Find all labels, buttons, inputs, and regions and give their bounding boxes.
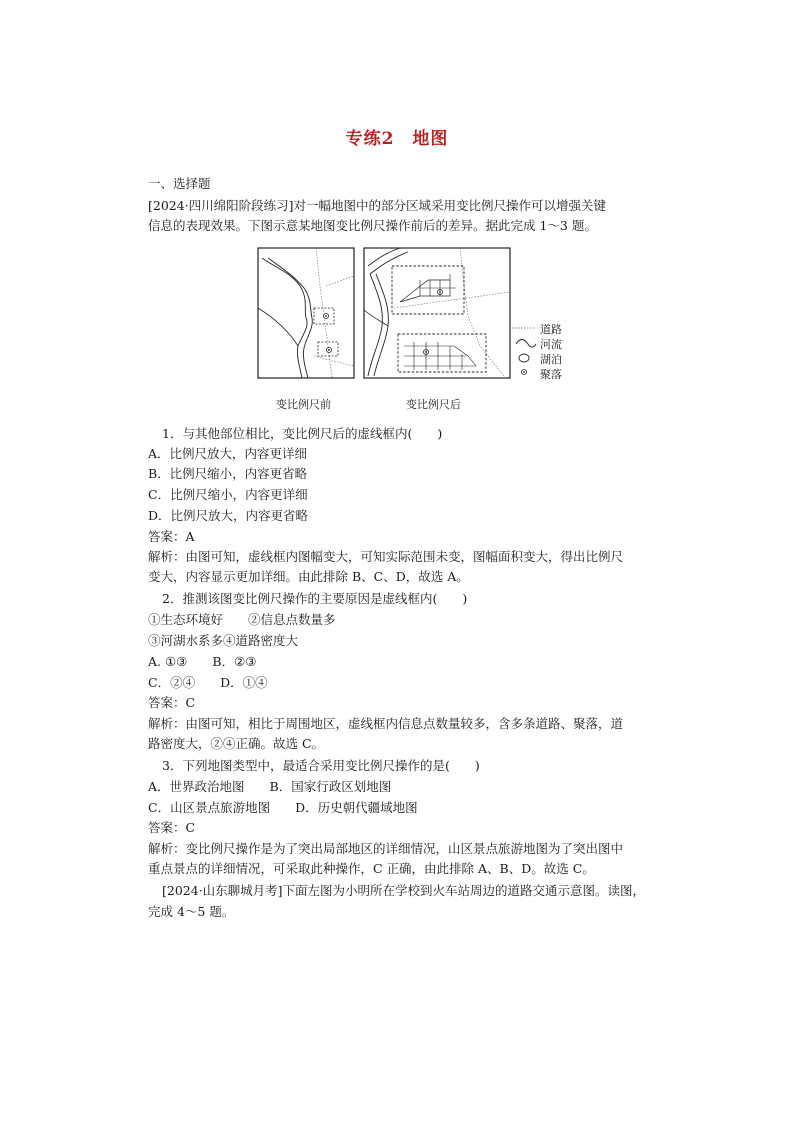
legend-river-symbol: [516, 340, 536, 348]
river-line: [370, 252, 408, 274]
intro-text: [2024·山东聊城月考]下面左图为小明所在学校到火车站周边的道路交通示意图。读图，: [162, 883, 646, 898]
map-after-frame: [364, 248, 510, 378]
road-line: [460, 248, 504, 376]
analysis: 解析：由图可知，相比于周围地区，虚线框内信息点数量较多，含多条道路、聚落，道: [148, 716, 624, 731]
map-diagram: [254, 246, 574, 396]
legend-settlement-label: 聚落: [540, 368, 562, 381]
figure-caption-before: 变比例尺前: [276, 398, 331, 411]
legend-lake-symbol: [519, 354, 529, 362]
intro-text: 信息的表现效果。下图示意某地图变比例尺操作前后的差异。据此完成 1～3 题。: [148, 218, 597, 233]
option: A．世界政治地图 B．国家行政区划地图: [148, 779, 392, 794]
map-figure: [254, 246, 574, 416]
dashed-box: [314, 308, 334, 324]
option: D．比例尺放大，内容更省略: [148, 508, 309, 523]
figure-caption-after: 变比例尺后: [406, 398, 461, 411]
analysis: 解析：变比例尺操作是为了突出局部地区的详细情况，山区景点旅游地图为了突出图中: [148, 841, 624, 856]
option: A．比例尺放大，内容更详细: [148, 446, 308, 461]
legend-river-label: 河流: [540, 338, 562, 351]
option: C．山区景点旅游地图 D．历史朝代疆域地图: [148, 800, 418, 815]
intro-text: 完成 4～5 题。: [148, 904, 235, 919]
question-stem: 3．下列地图类型中，最适合采用变比例尺操作的是( ): [162, 758, 480, 773]
answer: 答案：C: [148, 820, 196, 835]
road-grid: [404, 342, 476, 370]
option: C．②④ D．①④: [148, 675, 268, 690]
section-heading: 一、选择题: [148, 176, 211, 191]
page-title: 专练2 地图: [345, 129, 449, 149]
option: A. ①③ B．②③: [148, 654, 257, 669]
river-line: [364, 310, 388, 326]
statement-items: ①生态环境好 ②信息点数量多: [148, 612, 336, 627]
river-line: [368, 248, 400, 266]
road-line: [314, 356, 354, 366]
option: B．比例尺缩小，内容更省略: [148, 466, 308, 481]
river-line: [368, 274, 382, 376]
analysis: 变大，内容显示更加详细。由此排除 B、C、D，故选 A。: [148, 569, 469, 584]
dashed-box: [392, 266, 464, 314]
intro-text: [2024·四川绵阳阶段练习]对一幅地图中的部分区域采用变比例尺操作可以增强关键: [148, 198, 607, 213]
legend-road-label: 道路: [540, 323, 562, 336]
analysis: 重点景点的详细情况，可采取此种操作，C 正确，由此排除 A、B、D。故选 C。: [148, 861, 595, 876]
road-line: [326, 276, 354, 286]
statement-items: ③河湖水系多④道路密度大: [148, 633, 299, 648]
answer: 答案：C: [148, 695, 196, 710]
analysis: 路密度大，②④正确。故选 C。: [148, 736, 325, 751]
road-line: [394, 292, 510, 308]
question-stem: 1．与其他部位相比，变比例尺后的虚线框内( ): [162, 426, 443, 441]
question-stem: 2．推测该图变比例尺操作的主要原因是虚线框内( ): [162, 591, 468, 606]
river-line: [262, 258, 307, 378]
legend-lake-label: 湖泊: [540, 353, 562, 366]
map-before-frame: [258, 248, 354, 378]
answer: 答案：A: [148, 529, 195, 544]
analysis: 解析：由图可知，虚线框内图幅变大，可知实际范围未变，图幅面积变大，得出比例尺: [148, 549, 624, 564]
river-line: [258, 308, 298, 346]
option: C．比例尺缩小，内容更详细: [148, 487, 308, 502]
